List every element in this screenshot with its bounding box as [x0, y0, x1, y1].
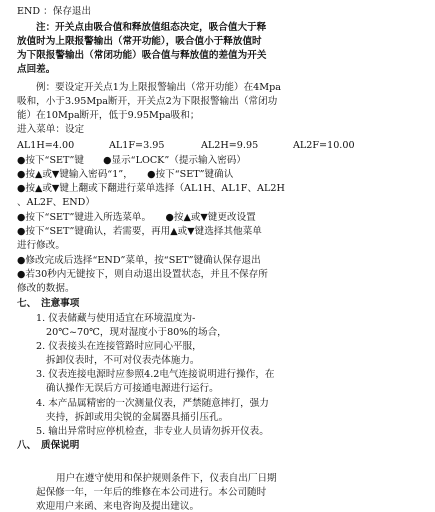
- note-item: 拆卸仪表时，不可对仪表壳体施力。: [46, 355, 200, 366]
- note-item: 5. 输出异常时应停机检查，非专业人员请勿拆开仪表。: [36, 426, 269, 437]
- note-item: 确认操作无误后方可接通电源进行运行。: [46, 383, 219, 394]
- note-paragraph-line: 为下限报警输出（常闭功能）吸合值与释放值的差值为开关: [17, 50, 267, 61]
- menu-entry-line: 进入菜单：设定: [17, 124, 85, 135]
- end-note: END ：保存退出: [17, 6, 92, 17]
- note-item: 夹持，拆卸或用尖锐的金属器具捅引压孔。: [46, 412, 229, 423]
- step-line: 进行修改。: [17, 240, 65, 251]
- step-line: ●若30秒内无键按下，则自动退出设置状态，并且不保存所: [17, 269, 268, 280]
- example-paragraph-line: 能）在10Mpa断开，低于9.95Mpa吸和；: [17, 110, 200, 121]
- warranty-paragraph-line: 用户在遵守使用和保护规则条件下，仪表自出厂日期: [56, 473, 277, 484]
- note-paragraph-line: 放值时为上限报警输出（常开功能），吸合值小于释放值时: [17, 36, 262, 47]
- note-item: 3. 仪表连接电源时应参照4.2电气连接说明进行操作，在: [36, 369, 275, 380]
- warranty-paragraph-line: 欢迎用户来函、来电咨询及提出建议。: [36, 501, 200, 512]
- step-line: ●按下“SET”键确认，若需要，再用▲或▼键选择其他菜单: [17, 226, 262, 237]
- section-heading-warranty: 八、 质保说明: [17, 440, 80, 451]
- param-al1h: AL1H=4.00: [17, 140, 75, 151]
- note-item: 1. 仪表储藏与使用适宜在环境温度为-: [36, 313, 196, 324]
- example-paragraph-line: 吸和，小于3.95Mpa断开，开关点2为下限报警输出（常闭功: [17, 96, 278, 107]
- param-al2f: AL2F=10.00: [293, 140, 355, 151]
- example-paragraph-line: 例：要设定开关点1为上限报警输出（常开功能）在4Mpa: [36, 82, 281, 93]
- note-paragraph-line: 点回差。: [17, 64, 56, 75]
- parameter-row: [17, 140, 355, 151]
- step-line: ●按下“SET”键 ●显示“LOCK”（提示输入密码）: [17, 155, 246, 166]
- step-line: 修改的数据。: [17, 283, 75, 294]
- step-line: ●按▲或▼键输入密码“1”， ●按下“SET”键确认: [17, 169, 234, 180]
- step-line: ●按下“SET”键进入所选菜单。 ●按▲或▼键更改设置: [17, 212, 256, 223]
- param-al2h: AL2H=9.95: [201, 140, 259, 151]
- note-item: 20℃~70℃，现对湿度小于80%的场合，: [46, 327, 227, 338]
- note-paragraph-line: 注：开关点由吸合值和释放值组态决定，吸合值大于释: [36, 22, 267, 33]
- warranty-paragraph-line: 起保修一年，一年后的维修在本公司进行。本公司随时: [36, 487, 267, 498]
- note-item: 2. 仪表接头在连接管路时应同心平服，: [36, 341, 202, 352]
- step-line: ●按▲或▼键上翻或下翻进行菜单选择（AL1H、AL1F、AL2H: [17, 183, 285, 194]
- step-line: ●修改完成后选择“END”菜单，按“SET”键确认保存退出: [17, 255, 261, 266]
- note-item: 4. 本产品属精密的一次测量仪表，严禁随意摔打，强力: [36, 398, 269, 409]
- param-al1f: AL1F=3.95: [109, 140, 165, 151]
- section-heading-notes: 七、 注意事项: [17, 298, 80, 309]
- step-line: 、AL2F、END）: [17, 197, 95, 208]
